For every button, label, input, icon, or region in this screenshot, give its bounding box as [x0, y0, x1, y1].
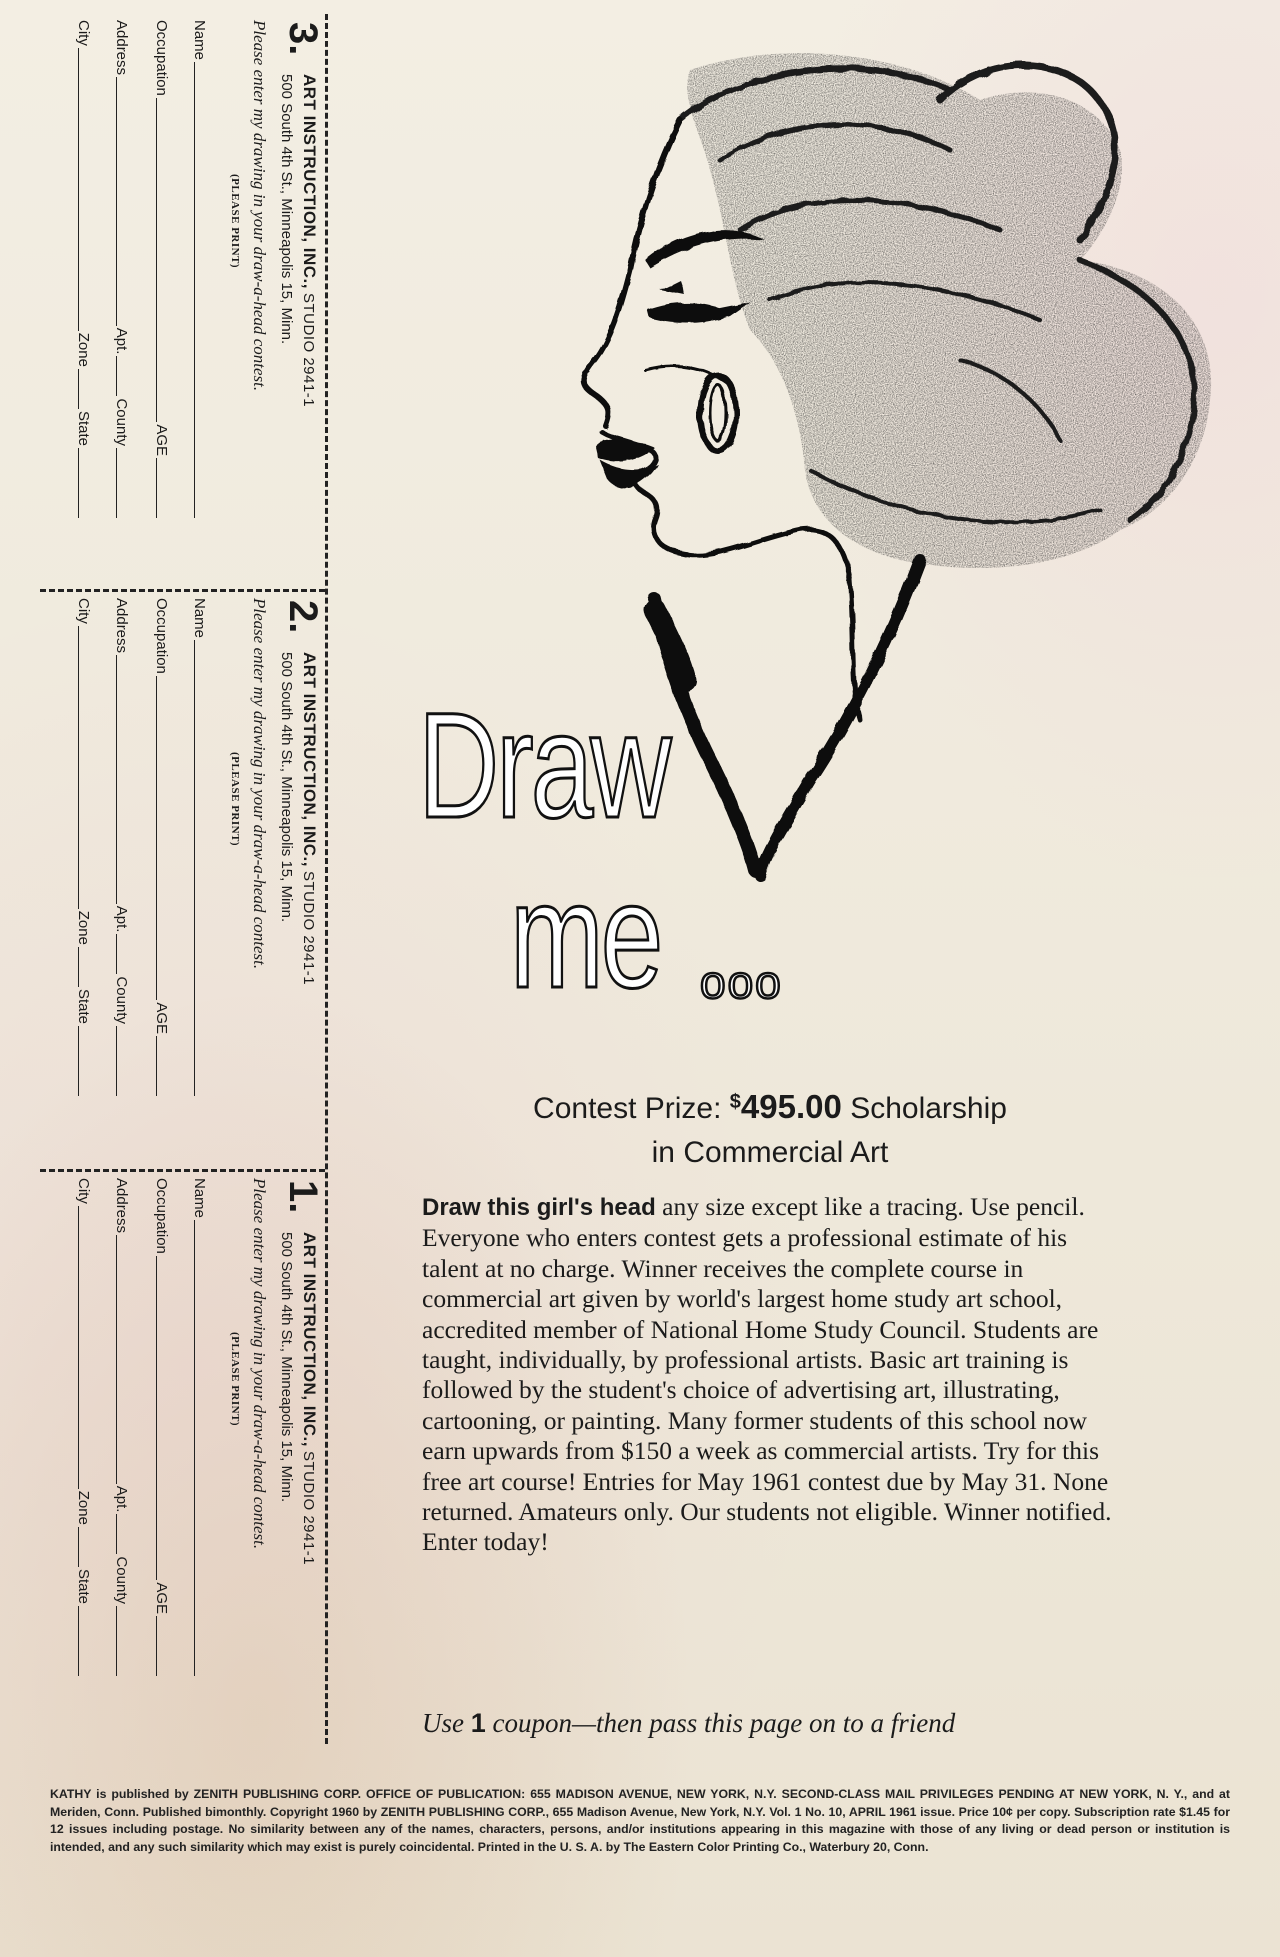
coupon-strip: [40, 14, 328, 1744]
coupon-firm: [299, 74, 319, 407]
state-line[interactable]: [78, 448, 79, 518]
body-text: any size except like a tracing. Use pencil. Everyone who enters contest gets a professional estimate of his talent at no charge. Winner receives the complete course in commercial art given by world's largest home study art school, accredited member of National Home Study Council. Students are taught, individually, by professional artists. Basic art training is followed by the student's choice of advertising art, illustrating, cartooning, or painting. Many former students of this school now earn upwards from $150 a week as commercial artists. Try for this free art course! Entries for May 1961 contest due by May 31. None returned. Amateurs only. Our students not eligible. Winner notified. Enter today!: [422, 1192, 1112, 1557]
address-label: Address: [113, 20, 130, 76]
occupation-field[interactable]: [153, 1178, 175, 1678]
occupation-label: Occupation: [153, 1178, 170, 1254]
address-line[interactable]: [116, 1235, 117, 1484]
zone-line[interactable]: [78, 947, 79, 987]
occupation-line[interactable]: [156, 676, 157, 1000]
state-label: State: [75, 1568, 92, 1604]
name-field[interactable]: [191, 1178, 213, 1678]
firm-name: ART INSTRUCTION, INC.,: [300, 652, 319, 867]
apt-label: Apt.: [113, 327, 130, 355]
county-label: County: [113, 398, 130, 446]
occupation-label: Occupation: [153, 598, 170, 674]
name-label: Name: [191, 1178, 208, 1219]
county-label: County: [113, 976, 130, 1024]
prize-prefix: Contest Prize:: [533, 1092, 722, 1125]
prize-currency: $: [729, 1091, 741, 1113]
zone-label: Zone: [75, 1490, 92, 1525]
name-line[interactable]: [194, 1220, 195, 1676]
occupation-line[interactable]: [156, 98, 157, 422]
address-line[interactable]: [116, 77, 117, 326]
city-line[interactable]: [78, 1206, 79, 1489]
prize-line-2: in Commercial Art: [651, 1136, 889, 1169]
city-label: City: [75, 598, 92, 624]
coupon-number: 1.: [281, 1180, 325, 1214]
address-field[interactable]: [113, 20, 135, 520]
county-line[interactable]: [116, 448, 117, 518]
state-line[interactable]: [78, 1026, 79, 1096]
coupon-firm: [299, 1232, 319, 1565]
headline-draw: Draw: [418, 681, 669, 849]
print-note: (PLEASE PRINT): [229, 1332, 241, 1427]
name-label: Name: [191, 20, 208, 61]
coupon-firm: [299, 652, 319, 985]
name-line[interactable]: [194, 62, 195, 518]
apt-line[interactable]: [116, 1514, 117, 1554]
publication-footer: KATHY is published by ZENITH PUBLISHING CORP. OFFICE OF PUBLICATION: 655 MADISON AVENUE, NEW YORK, N.Y. SECOND-CLASS MAIL PRIVILEGES PENDING AT NEW YORK, N. Y., and at Meriden, Conn. Published bimonthly. Copyright 1960 by ZENITH PUBLISHING CORP., 655 Madison Avenue, New York, N.Y. Vol. 1 No. 10, APRIL 1961 issue. Price 10¢ per copy. Subscription rate $1.45 for 12 issues including postage. No similarity between any of the names, characters, persons, and/or institutions appearing in this magazine with those of any living or dead person or institution is intended, and any such similarity which may exist is purely coincidental. Printed in the U. S. A. by The Eastern Color Printing Co., Waterbury 20, Conn.: [50, 1787, 1230, 1854]
city-field[interactable]: [75, 598, 97, 1098]
zone-label: Zone: [75, 332, 92, 367]
age-line[interactable]: [156, 1036, 157, 1096]
headline-dots: ooo: [700, 956, 783, 1008]
age-label: AGE: [153, 1582, 170, 1614]
apt-label: Apt.: [113, 1485, 130, 1513]
zone-label: Zone: [75, 910, 92, 945]
county-label: County: [113, 1556, 130, 1604]
apt-line[interactable]: [116, 356, 117, 396]
tagline-before: Use: [422, 1708, 464, 1738]
print-note: (PLEASE PRINT): [229, 174, 241, 269]
contest-prize: [420, 1080, 1120, 1175]
county-line[interactable]: [116, 1026, 117, 1096]
studio-number: STUDIO 2941-1: [300, 871, 317, 986]
coupon-tagline: [422, 1708, 1122, 1739]
city-label: City: [75, 1178, 92, 1204]
collar: [655, 560, 920, 875]
city-line[interactable]: [78, 626, 79, 909]
coupon-entry-line: Please enter my drawing in your draw-a-head contest.: [250, 1178, 269, 1550]
address-label: Address: [113, 598, 130, 654]
coupon-address: 500 South 4th St., Minneapolis 15, Minn.: [278, 652, 295, 923]
coupon-2[interactable]: [40, 592, 325, 1172]
coupon-3[interactable]: [40, 14, 325, 592]
earring: [700, 375, 736, 451]
city-label: City: [75, 20, 92, 46]
state-label: State: [75, 410, 92, 446]
print-note: (PLEASE PRINT): [229, 752, 241, 847]
coupon-3-content: [40, 14, 325, 589]
name-label: Name: [191, 598, 208, 639]
state-line[interactable]: [78, 1606, 79, 1676]
firm-name: ART INSTRUCTION, INC.,: [300, 1232, 319, 1447]
hair-shading: [687, 53, 1211, 568]
county-line[interactable]: [116, 1606, 117, 1676]
name-field[interactable]: [191, 20, 213, 520]
coupon-number: 2.: [281, 600, 325, 634]
age-line[interactable]: [156, 1616, 157, 1676]
studio-number: STUDIO 2941-1: [300, 293, 317, 408]
name-line[interactable]: [194, 640, 195, 1096]
firm-name: ART INSTRUCTION, INC.,: [300, 74, 319, 289]
apt-line[interactable]: [116, 934, 117, 974]
age-label: AGE: [153, 424, 170, 456]
city-line[interactable]: [78, 48, 79, 331]
address-field[interactable]: [113, 598, 135, 1098]
address-label: Address: [113, 1178, 130, 1234]
prize-amount: 495.00: [740, 1088, 842, 1125]
studio-number: STUDIO 2941-1: [300, 1451, 317, 1566]
contest-description: [422, 1192, 1122, 1558]
address-line[interactable]: [116, 655, 117, 904]
coupon-1-content: [40, 1172, 325, 1747]
tagline-number: 1: [470, 1708, 486, 1738]
coupon-number: 3.: [281, 22, 325, 56]
coupon-2-content: [40, 592, 325, 1167]
body-lead: Draw this girl's head: [422, 1194, 656, 1221]
city-field[interactable]: [75, 20, 97, 520]
occupation-label: Occupation: [153, 20, 170, 96]
zone-line[interactable]: [78, 1527, 79, 1567]
apt-label: Apt.: [113, 905, 130, 933]
prize-line-1: [420, 1080, 1120, 1131]
zone-line[interactable]: [78, 369, 79, 409]
name-field[interactable]: [191, 598, 213, 1098]
state-label: State: [75, 988, 92, 1024]
coupon-address: 500 South 4th St., Minneapolis 15, Minn.: [278, 1232, 295, 1503]
occupation-field[interactable]: [153, 598, 175, 1098]
city-field[interactable]: [75, 1178, 97, 1678]
age-label: AGE: [153, 1002, 170, 1034]
prize-suffix: Scholarship: [850, 1092, 1007, 1125]
headline-me: me: [510, 851, 661, 1019]
address-field[interactable]: [113, 1178, 135, 1678]
coupon-1[interactable]: [40, 1172, 325, 1744]
coupon-entry-line: Please enter my drawing in your draw-a-head contest.: [250, 598, 269, 970]
occupation-line[interactable]: [156, 1256, 157, 1580]
coupon-address: 500 South 4th St., Minneapolis 15, Minn.: [278, 74, 295, 345]
coupon-entry-line: Please enter my drawing in your draw-a-head contest.: [250, 20, 269, 392]
tagline-after: coupon—then pass this page on to a friend: [492, 1708, 956, 1738]
occupation-field[interactable]: [153, 20, 175, 520]
age-line[interactable]: [156, 458, 157, 518]
